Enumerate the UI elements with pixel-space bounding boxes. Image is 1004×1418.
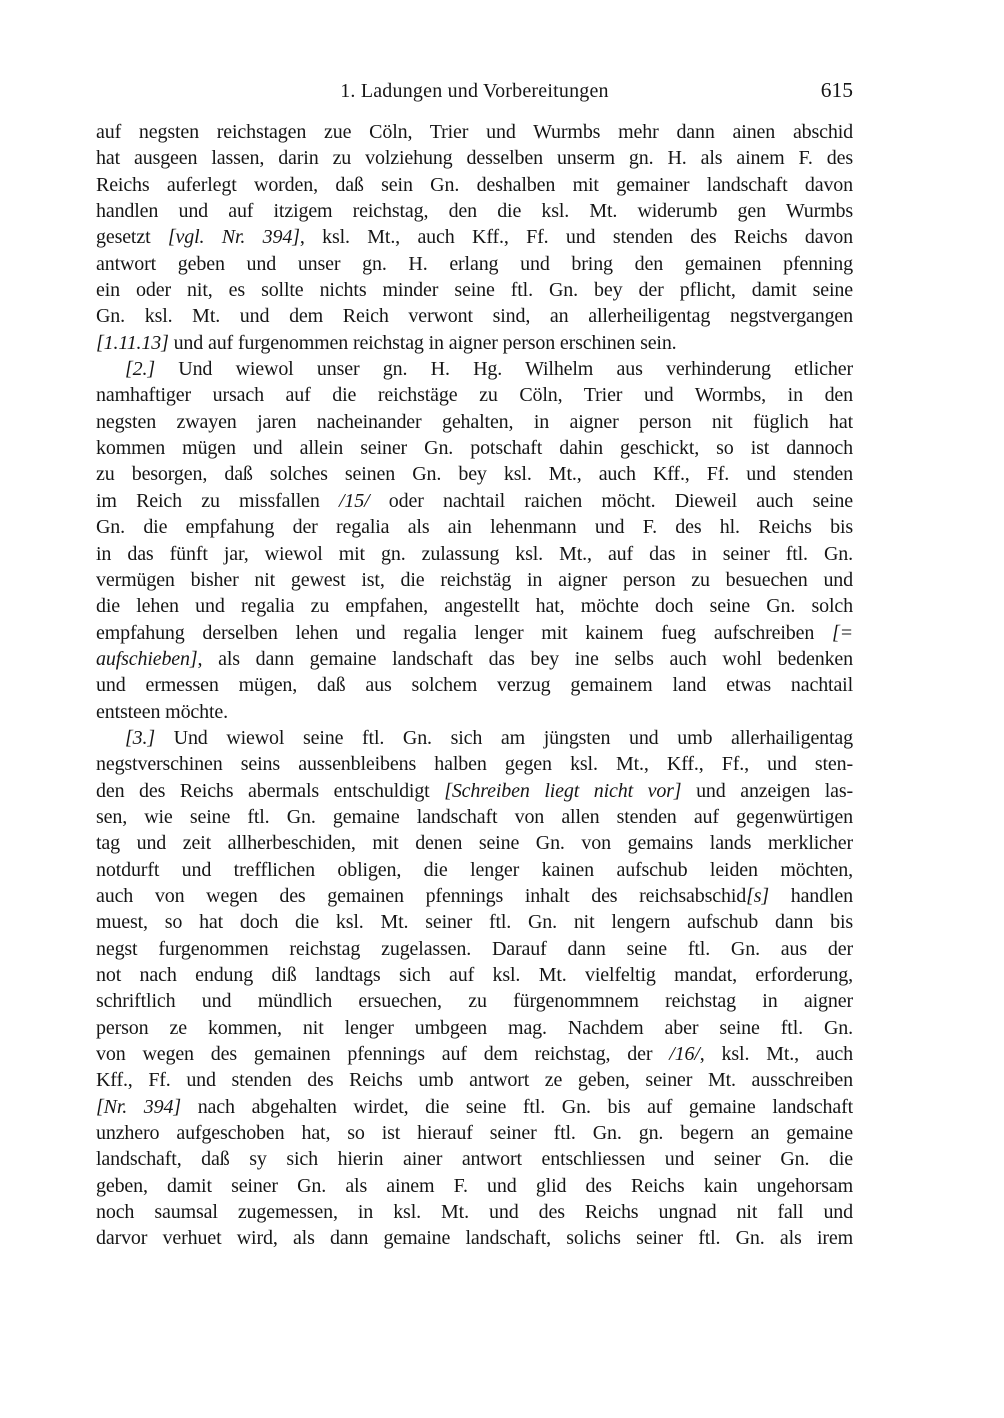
editorial-note: [Nr. 394] [96, 1095, 181, 1118]
text-line [96, 1041, 853, 1067]
text-run: tag und zeit allherbeschiden, mit denen seine Gn. von gemains lands merklicher [96, 832, 853, 855]
text-line [96, 1015, 853, 1041]
text-run: Gn. ksl. Mt. und dem Reich verwont sind, an allerheiligentag negstvergangen [96, 305, 853, 328]
text-line [96, 514, 853, 540]
text-line [96, 804, 853, 830]
text-line [96, 778, 853, 804]
text-line [96, 1225, 853, 1251]
text-run: unzhero aufgeschoben hat, so ist hierauf seiner ftl. Gn. gn. begern an gemaine [96, 1122, 853, 1145]
text-run: negstverschinen seins aussenbleibens halben gegen ksl. Mt., Kff., Ff., und sten- [96, 753, 853, 776]
text-block [96, 119, 853, 1252]
editorial-note: [2.] [125, 358, 155, 381]
text-run: auf negsten reichstagen zue Cöln, Trier und Wurmbs mehr dann ainen abschid [96, 121, 853, 143]
text-line [96, 1199, 853, 1225]
text-line [96, 936, 853, 962]
text-line [96, 962, 853, 988]
text-run: not nach endung diß landtags sich auf ksl. Mt. vielfeltig mandat, erforderung, [96, 964, 853, 986]
page-number: 615 [820, 78, 853, 102]
text-run: , ksl. Mt., auch [699, 1043, 853, 1066]
text-run: Und wiewol seine ftl. Gn. sich am jüngsten und umb allerhailigentag [154, 726, 853, 749]
text-run: und auf furgenommen reichstag in aigner person erschinen sein. [168, 331, 677, 354]
text-run: antwort geben und unser gn. H. erlang und bring den gemainen pfenning [96, 252, 853, 275]
text-run: landschaft, daß sy sich hierin ainer antwort entschliessen und seiner Gn. die [96, 1148, 853, 1171]
text-line [96, 224, 853, 250]
text-run: gesetzt [96, 226, 168, 249]
text-run: person ze kommen, nit lenger umbgeen mag. Nachdem aber seine ftl. Gn. [96, 1016, 853, 1039]
text-line [96, 119, 853, 145]
text-run: geben, damit seiner Gn. als ainem F. und glid des Reichs kain ungehorsam [96, 1174, 853, 1197]
text-line [96, 620, 853, 646]
editorial-note: /15/ [339, 489, 370, 512]
text-run: nach abgehalten wirdet, die seine ftl. Gn. bis auf gemaine landschaft [181, 1095, 853, 1118]
text-line [96, 382, 853, 408]
text-line [96, 1120, 853, 1146]
text-run: noch saumsal zugemessen, in ksl. Mt. und des Reichs ungnad nit fall und [96, 1201, 853, 1224]
page-header [96, 80, 853, 106]
text-run: , ksl. Mt., auch Kff., Ff. und stenden des Reichs davon [299, 226, 853, 249]
text-line [96, 1067, 853, 1093]
text-line [96, 172, 853, 198]
text-run: und anzeigen las- [681, 779, 853, 802]
text-run: in das fünft jar, wiewol mit gn. zulassung ksl. Mt., auf das in seiner ftl. Gn. [96, 542, 853, 565]
text-run: empfahung derselben lehen und regalia lenger mit kainem fueg aufschreiben [96, 621, 833, 644]
editorial-note: [3.] [125, 726, 155, 749]
text-line [96, 461, 853, 487]
text-line [96, 883, 853, 909]
running-title: 1. Ladungen und Vorbereitungen [340, 80, 609, 102]
text-line [96, 409, 853, 435]
text-run: und ermessen mügen, daß aus solchem verzug gemainem land etwas nachtail [96, 674, 853, 697]
text-run: von wegen des gemainen pfennings auf dem reichstag, der [96, 1043, 670, 1066]
editorial-note: [Schreiben liegt nicht vor] [444, 779, 682, 802]
text-run: notdurft und trefflichen obligen, die lenger kainen aufschub leiden möchten, [96, 858, 853, 881]
text-run: Gn. die empfahung der regalia als ain lehenmann und F. des hl. Reichs bis [96, 516, 853, 539]
editorial-note: [vgl. Nr. 394] [167, 226, 300, 249]
text-line [96, 1173, 853, 1199]
text-run: schriftlich und mündlich ersuechen, zu fürgenommnem reichstag in aigner [96, 990, 853, 1013]
text-run: die lehen und regalia zu empfahen, angestellt hat, möchte doch seine Gn. solch [96, 595, 853, 618]
editorial-note: [s] [746, 884, 769, 907]
text-run: ein oder nit, es sollte nichts minder seine ftl. Gn. bey der pflicht, damit seine [96, 279, 853, 302]
text-run: muest, so hat doch die ksl. Mt. seiner ftl. Gn. nit lengern aufschub dann bis [96, 911, 853, 934]
text-run: zu besorgen, daß solches seinen Gn. bey ksl. Mt., auch Kff., Ff. und stenden [96, 463, 853, 486]
text-run: im Reich zu missfallen [96, 489, 340, 512]
text-run: darvor verhuet wird, als dann gemaine landschaft, solichs seiner ftl. Gn. als irem [96, 1227, 853, 1250]
text-line [96, 356, 853, 382]
text-line [96, 541, 853, 567]
text-line [96, 988, 853, 1014]
text-run: oder nachtail raichen möcht. Dieweil auch seine [369, 489, 853, 512]
text-line [96, 909, 853, 935]
text-line [96, 593, 853, 619]
editorial-note: [1.11.13] [96, 331, 169, 354]
text-line [96, 198, 853, 224]
text-line [96, 567, 853, 593]
paragraph [96, 119, 853, 356]
text-line [96, 699, 853, 725]
text-line [96, 725, 853, 751]
text-line [96, 1094, 853, 1120]
editorial-note: [= [832, 621, 853, 644]
paragraph [96, 725, 853, 1252]
text-line [96, 277, 853, 303]
editorial-note: /16/ [669, 1043, 700, 1066]
text-line [96, 646, 853, 672]
text-line [96, 330, 853, 356]
text-run: den des Reichs abermals entschuldigt [96, 779, 445, 802]
text-run: Kff., Ff. und stenden des Reichs umb antwort ze geben, seiner Mt. ausschreiben [96, 1069, 853, 1092]
text-line [96, 145, 853, 171]
text-line [96, 303, 853, 329]
text-run: hat ausgeen lassen, darin zu volziehung desselben unserm gn. H. als ainem F. des [96, 147, 853, 170]
text-run: vermügen bisher nit gewest ist, die reichstäg in aigner person zu besuechen und [96, 568, 853, 591]
text-run: , als dann gemaine landschaft das bey ine selbs auch wohl bedenken [197, 647, 853, 670]
text-line [96, 857, 853, 883]
text-run: negsten zwayen jaren nacheinander gehalten, in aigner person nit füglich hat [96, 410, 853, 433]
text-run: namhaftiger ursach auf die reichstäge zu Cöln, Trier und Wormbs, in den [96, 384, 853, 407]
text-run: Und wiewol unser gn. H. Hg. Wilhelm aus verhinderung etlicher [154, 358, 853, 381]
text-run: Reichs auferlegt worden, daß sein Gn. deshalben mit gemainer landschaft davon [96, 173, 853, 196]
text-run: handlen [768, 884, 853, 907]
text-line [96, 830, 853, 856]
text-run: kommen mügen und allein seiner Gn. potschaft dahin geschickt, so ist dannoch [96, 437, 853, 460]
text-line [96, 488, 853, 514]
text-line [96, 672, 853, 698]
text-line [96, 251, 853, 277]
text-run: sen, wie seine ftl. Gn. gemaine landschaft von allen stenden auf gegenwürtigen [96, 805, 853, 828]
text-line [96, 435, 853, 461]
text-run: entsteen möchte. [96, 700, 228, 723]
text-run: auch von wegen des gemainen pfennings inhalt des reichsabschid [96, 884, 747, 907]
text-line [96, 751, 853, 777]
text-line [96, 1146, 853, 1172]
editorial-note: aufschieben] [96, 647, 198, 670]
text-run: negst furgenommen reichstag zugelassen. Darauf dann seine ftl. Gn. aus der [96, 937, 853, 960]
paragraph [96, 356, 853, 725]
text-run: handlen und auf itzigem reichstag, den die ksl. Mt. widerumb gen Wurmbs [96, 200, 853, 223]
